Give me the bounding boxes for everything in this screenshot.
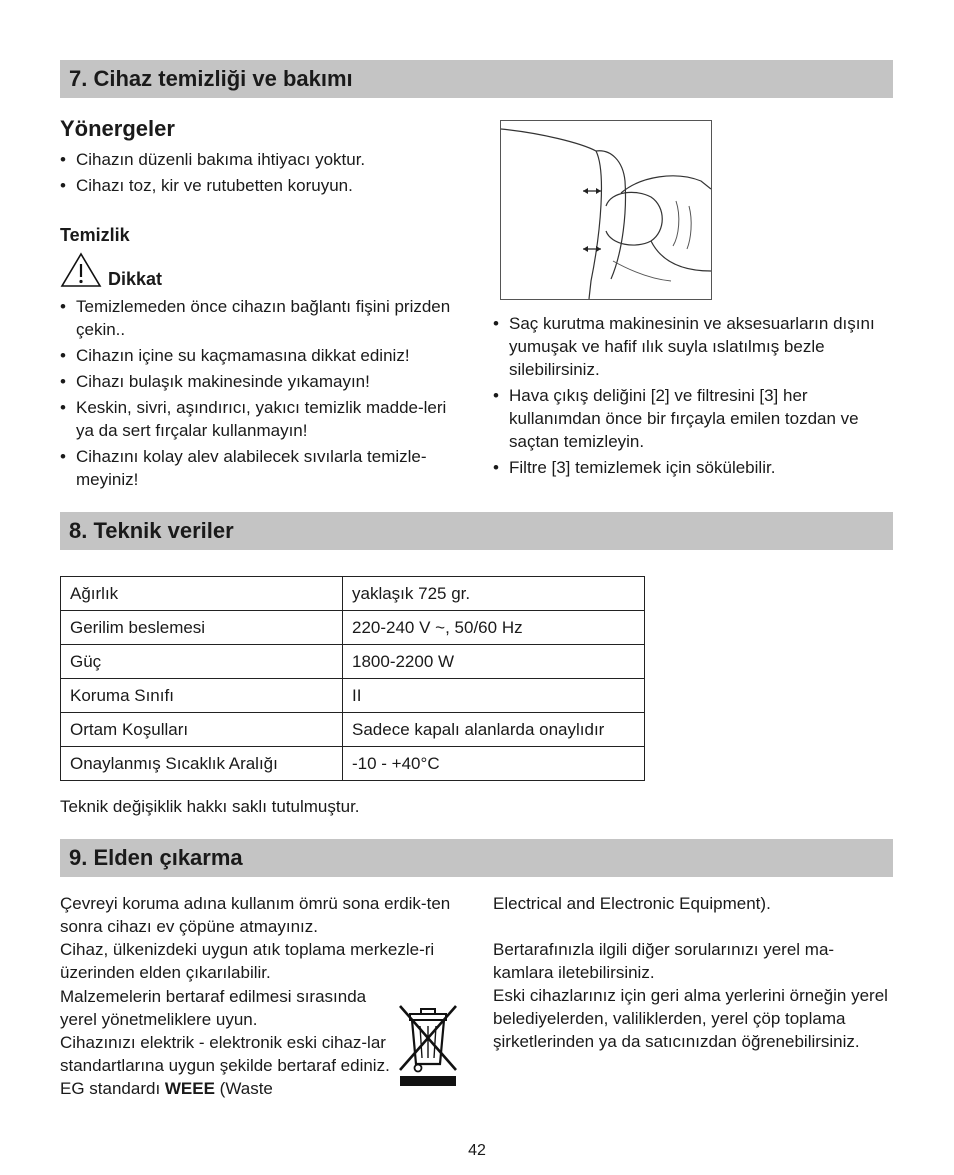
page-number: 42: [468, 1142, 486, 1159]
table-row: [61, 577, 645, 611]
cleaning-list: [493, 312, 898, 482]
section-7-header: [60, 60, 893, 98]
disposal-text-left: [60, 892, 465, 984]
table-cell-label: Koruma Sınıfı: [61, 679, 343, 713]
weee-text-a: Cihazınızı elektrik - elektronik eski cihaz-lar standartlarına uygun şekilde bertaraf ediniz. EG standardı: [60, 1033, 390, 1098]
table-cell-label: Onaylanmış Sıcaklık Aralığı: [61, 747, 343, 781]
table-cell-value: 1800-2200 W: [343, 645, 645, 679]
disposal-paragraph: Cihaz, ülkenizdeki uygun atık toplama merkezle-ri üzerinden elden çıkarılabilir.: [60, 940, 435, 982]
temizlik-heading: Temizlik: [60, 225, 130, 245]
section-7-title: 7. Cihaz temizliği ve bakımı: [69, 66, 353, 91]
table-cell-label: Güç: [61, 645, 343, 679]
section-8-title: 8. Teknik veriler: [69, 518, 234, 543]
weee-text-b: (Waste: [214, 1079, 273, 1098]
table-cell-value: Sadece kapalı alanlarda onaylıdır: [343, 713, 645, 747]
table-cell-label: Ortam Koşulları: [61, 713, 343, 747]
table-cell-value: -10 - +40°C: [343, 747, 645, 781]
dikkat-label: Dikkat: [108, 269, 163, 289]
table-cell-value: yaklaşık 725 gr.: [343, 577, 645, 611]
section-8-header: [60, 512, 893, 550]
filter-removal-illustration: [500, 120, 712, 300]
list-item: • Cihazını kolay alev alabilecek sıvılarla temizle-meyiniz!: [60, 445, 460, 491]
disposal-paragraph: Eski cihazlarınız için geri alma yerlerini örneğin yerel belediyelerden, valiliklerden, yerel çöp toplama şirketlerinden ya da satıcınızdan öğrenebilirsiniz.: [493, 986, 888, 1051]
crossed-out-bin-icon: [396, 1000, 460, 1090]
section-9-header: [60, 839, 893, 877]
section-9-title: 9. Elden çıkarma: [69, 845, 243, 870]
disposal-text-right: [493, 892, 893, 1053]
yonergeler-list: [60, 148, 460, 200]
table-row: [61, 747, 645, 781]
table-row: [61, 645, 645, 679]
list-item: • Cihazı bulaşık makinesinde yıkamayın!: [60, 370, 460, 393]
dikkat-list: [60, 295, 460, 494]
table-cell-value: II: [343, 679, 645, 713]
list-item: • Cihazı toz, kir ve rutubetten koruyun.: [60, 174, 460, 197]
disposal-paragraph: Bertarafınızla ilgili diğer sorularınızı yerel ma-kamlara iletebilirsiniz.: [493, 940, 835, 982]
list-item: • Temizlemeden önce cihazın bağlantı fişini prizden çekin..: [60, 295, 460, 341]
table-row: [61, 713, 645, 747]
warning-triangle-icon: [60, 252, 102, 288]
disposal-paragraph: [60, 1031, 400, 1100]
yonergeler-heading: Yönergeler: [60, 116, 175, 141]
disposal-paragraph: Electrical and Electronic Equipment).: [493, 894, 771, 913]
weee-bold: WEEE: [164, 1079, 215, 1098]
table-row: [61, 679, 645, 713]
disposal-paragraph: Çevreyi koruma adına kullanım ömrü sona erdik-ten sonra cihazı ev çöpüne atmayınız.: [60, 894, 451, 936]
list-item: • Hava çıkış deliğini [2] ve filtresini [3] her kullanımdan önce bir fırçayla emilen tozdan ve saçtan temizleyin.: [493, 384, 898, 453]
list-item: • Cihazın düzenli bakıma ihtiyacı yoktur.: [60, 148, 460, 171]
disposal-text-left-narrow: [60, 985, 400, 1100]
technical-note: Teknik değişiklik hakkı saklı tutulmuştur.: [60, 797, 360, 816]
table-cell-label: Gerilim beslemesi: [61, 611, 343, 645]
list-item: • Keskin, sivri, aşındırıcı, yakıcı temizlik madde-leri ya da sert fırçalar kullanmayın!: [60, 396, 460, 442]
table-cell-label: Ağırlık: [61, 577, 343, 611]
table-row: [61, 611, 645, 645]
disposal-paragraph: Malzemelerin bertaraf edilmesi sırasında yerel yönetmeliklere uyun.: [60, 987, 367, 1029]
table-cell-value: 220-240 V ~, 50/60 Hz: [343, 611, 645, 645]
list-item: • Filtre [3] temizlemek için sökülebilir.: [493, 456, 898, 479]
technical-data-table: [60, 576, 645, 781]
list-item: • Saç kurutma makinesinin ve aksesuarların dışını yumuşak ve hafif ılık suyla ıslatılmış bezle silebilirsiniz.: [493, 312, 898, 381]
hand-and-filter-drawing: [501, 121, 711, 299]
list-item: • Cihazın içine su kaçmamasına dikkat ediniz!: [60, 344, 460, 367]
